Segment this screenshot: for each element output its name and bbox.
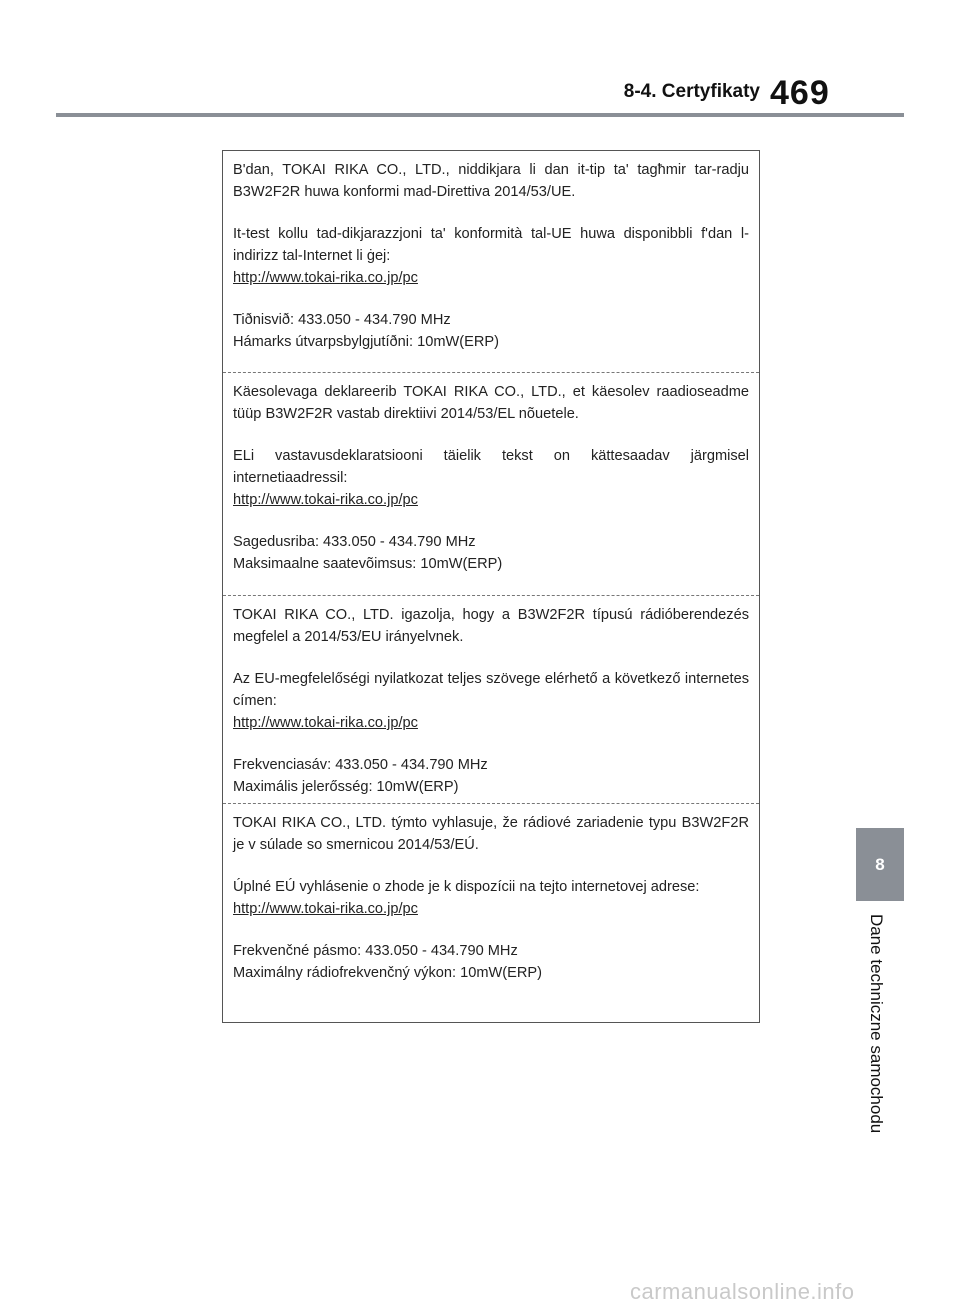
- frequency-band: Tiðnisvið: 433.050 - 434.790 MHz: [233, 312, 451, 328]
- page-number: 469: [770, 74, 830, 112]
- declaration-url-link[interactable]: http://www.tokai-rika.co.jp/pc: [233, 270, 418, 286]
- chapter-label: Dane techniczne samochodu: [867, 914, 886, 1134]
- declaration-text-info: Az EU-megfelelőségi nyilatkozat teljes szövege elérhető a következő internetes címen:: [233, 671, 749, 709]
- notice-section-estonian: [223, 372, 759, 595]
- declaration-url-link[interactable]: http://www.tokai-rika.co.jp/pc: [233, 715, 418, 731]
- chapter-number: 8: [875, 854, 885, 874]
- notice-section-maltese: [223, 151, 759, 372]
- max-power: Maximális jelerősség: 10mW(ERP): [233, 779, 459, 795]
- notice-section-hungarian: [223, 595, 759, 803]
- frequency-band: Frekvenciasáv: 433.050 - 434.790 MHz: [233, 757, 488, 773]
- max-power: Maksimaalne saatevõimsus: 10mW(ERP): [233, 556, 503, 572]
- max-power: Hámarks útvarpsbylgjutíðni: 10mW(ERP): [233, 334, 500, 350]
- frequency-band: Sagedusriba: 433.050 - 434.790 MHz: [233, 534, 476, 550]
- declaration-url-link[interactable]: http://www.tokai-rika.co.jp/pc: [233, 901, 418, 917]
- chapter-tab: [856, 828, 904, 901]
- max-power: Maximálny rádiofrekvenčný výkon: 10mW(ERP): [233, 965, 542, 981]
- declaration-statement: TOKAI RIKA CO., LTD. igazolja, hogy a B3W2F2R típusú rádióberendezés megfelel a 2014/53/EU irányelvnek.: [233, 607, 749, 645]
- declaration-text-info: It-test kollu tad-dikjarazzjoni ta' konformità tal-UE huwa disponibbli f'dan l-indirizz tal-Internet li ġej:: [233, 226, 749, 264]
- notice-section-slovak: [223, 803, 759, 1024]
- declaration-statement: Käesolevaga deklareerib TOKAI RIKA CO., LTD., et käesolev raadioseadme tüüp B3W2F2R vastab direktiivi 2014/53/EL nõuetele.: [233, 384, 749, 422]
- frequency-band: Frekvenčné pásmo: 433.050 - 434.790 MHz: [233, 943, 518, 959]
- declaration-url-link[interactable]: http://www.tokai-rika.co.jp/pc: [233, 492, 418, 508]
- declaration-text-info: ELi vastavusdeklaratsiooni täielik tekst on kättesaadav järgmisel internetiaadressil:: [233, 448, 749, 486]
- declaration-statement: B'dan, TOKAI RIKA CO., LTD., niddikjara li dan it-tip ta' tagħmir tar-radju B3W2F2R huwa konformi mad-Direttiva 2014/53/UE.: [233, 162, 749, 200]
- section-title: 8-4. Certyfikaty: [623, 81, 760, 102]
- declaration-statement: TOKAI RIKA CO., LTD. týmto vyhlasuje, že rádiové zariadenie typu B3W2F2R je v súlade so smernicou 2014/53/EÚ.: [233, 815, 749, 853]
- watermark: carmanualsonline.info: [630, 1279, 855, 1304]
- certification-notice-box: [222, 150, 760, 1023]
- header-divider: [56, 113, 904, 117]
- declaration-text-info: Úplné EÚ vyhlásenie o zhode je k dispozícii na tejto internetovej adrese:: [233, 879, 700, 895]
